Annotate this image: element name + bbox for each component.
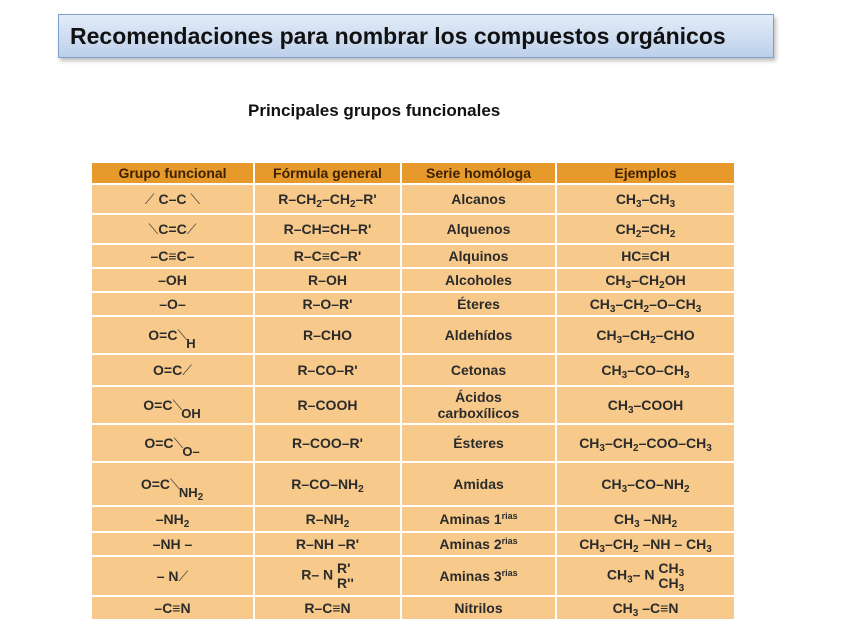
table-row	[91, 354, 735, 386]
table-row	[91, 596, 735, 620]
example-cell: $CH_3-CH_3$	[556, 184, 735, 214]
group-cell: –C≡C–	[91, 244, 254, 268]
formula-cell: R–CH=CH–R'	[254, 214, 401, 244]
table-row	[91, 316, 735, 354]
table-row	[91, 214, 735, 244]
table-row	[91, 532, 735, 556]
serie-cell: Aminas $3^{rias}$	[401, 556, 556, 596]
formula-cell: R–OH	[254, 268, 401, 292]
col-header-grupo: Grupo funcional	[91, 162, 254, 184]
example-cell: $CH_3-CH_2-COO-CH_3$	[556, 424, 735, 462]
formula-cell: R–NH –R'	[254, 532, 401, 556]
group-cell: ⟋ C–C ⟍	[91, 184, 254, 214]
table-header-row	[91, 162, 735, 184]
serie-cell: Ácidos carboxílicos	[401, 386, 556, 424]
formula-cell: R–CHO	[254, 316, 401, 354]
group-cell: –NH –	[91, 532, 254, 556]
formula-cell: R–O–R'	[254, 292, 401, 316]
table-row	[91, 462, 735, 506]
group-cell: $-NH_2$	[91, 506, 254, 532]
formula-cell: R– N R' R''	[254, 556, 401, 596]
group-cell: $O=C⟍NH_2$	[91, 462, 254, 506]
slide-title-box	[58, 14, 774, 58]
group-cell: –OH	[91, 268, 254, 292]
serie-cell: Nitrilos	[401, 596, 556, 620]
example-cell: $CH_3-$ N $CH_3$ $CH_3$	[556, 556, 735, 596]
formula-cell: R–C≡N	[254, 596, 401, 620]
table-row	[91, 556, 735, 596]
table-row	[91, 424, 735, 462]
example-cell: $CH_3-CH_2$–CHO	[556, 316, 735, 354]
formula-cell: $R-NH_2$	[254, 506, 401, 532]
col-header-formula: Fórmula general	[254, 162, 401, 184]
serie-cell: Aminas $2^{rias}$	[401, 532, 556, 556]
group-cell: –C≡N	[91, 596, 254, 620]
serie-cell: Alquenos	[401, 214, 556, 244]
serie-cell: Éteres	[401, 292, 556, 316]
serie-cell: Ésteres	[401, 424, 556, 462]
table-row	[91, 506, 735, 532]
example-cell: $CH_3-CO-NH_2$	[556, 462, 735, 506]
serie-cell: Alquinos	[401, 244, 556, 268]
example-cell: $CH_3-CH_2-O-CH_3$	[556, 292, 735, 316]
serie-cell: Cetonas	[401, 354, 556, 386]
col-header-ejemplos: Ejemplos	[556, 162, 735, 184]
group-cell: O=C⟋	[91, 354, 254, 386]
example-cell: $CH_2=CH_2$	[556, 214, 735, 244]
example-cell: $CH_3$ –C≡N	[556, 596, 735, 620]
example-cell: $CH_3-CH_2$ $-NH - CH_3$	[556, 532, 735, 556]
group-cell: ⟍C=C⟋	[91, 214, 254, 244]
serie-cell: Alcanos	[401, 184, 556, 214]
formula-cell: $R-CH_2-CH_2-R'$	[254, 184, 401, 214]
group-cell: –O–	[91, 292, 254, 316]
serie-cell: Amidas	[401, 462, 556, 506]
serie-cell: Alcoholes	[401, 268, 556, 292]
example-cell: HC≡CH	[556, 244, 735, 268]
example-cell: $CH_3$ $-NH_2$	[556, 506, 735, 532]
group-cell: – N⟋	[91, 556, 254, 596]
group-cell: O=C⟍H	[91, 316, 254, 354]
formula-cell: R–COO–R'	[254, 424, 401, 462]
functional-groups-table	[90, 161, 736, 621]
formula-cell: R–C≡C–R'	[254, 244, 401, 268]
serie-cell: Aldehídos	[401, 316, 556, 354]
table-subtitle: Principales grupos funcionales	[248, 101, 501, 120]
example-cell: $CH_3$–COOH	[556, 386, 735, 424]
formula-cell: R–COOH	[254, 386, 401, 424]
formula-cell: $R-CO-NH_2$	[254, 462, 401, 506]
example-cell: $CH_3-CO-CH_3$	[556, 354, 735, 386]
table-row	[91, 244, 735, 268]
slide-title: Recomendaciones para nombrar los compuestos orgánicos	[70, 23, 726, 49]
group-cell: O=C⟍O–	[91, 424, 254, 462]
col-header-serie: Serie homóloga	[401, 162, 556, 184]
formula-cell: R–CO–R'	[254, 354, 401, 386]
table-row	[91, 184, 735, 214]
example-cell: $CH_3-CH_2OH$	[556, 268, 735, 292]
table-row	[91, 268, 735, 292]
serie-cell: Aminas $1^{rias}$	[401, 506, 556, 532]
table-row	[91, 386, 735, 424]
group-cell: O=C⟍OH	[91, 386, 254, 424]
table-row	[91, 292, 735, 316]
